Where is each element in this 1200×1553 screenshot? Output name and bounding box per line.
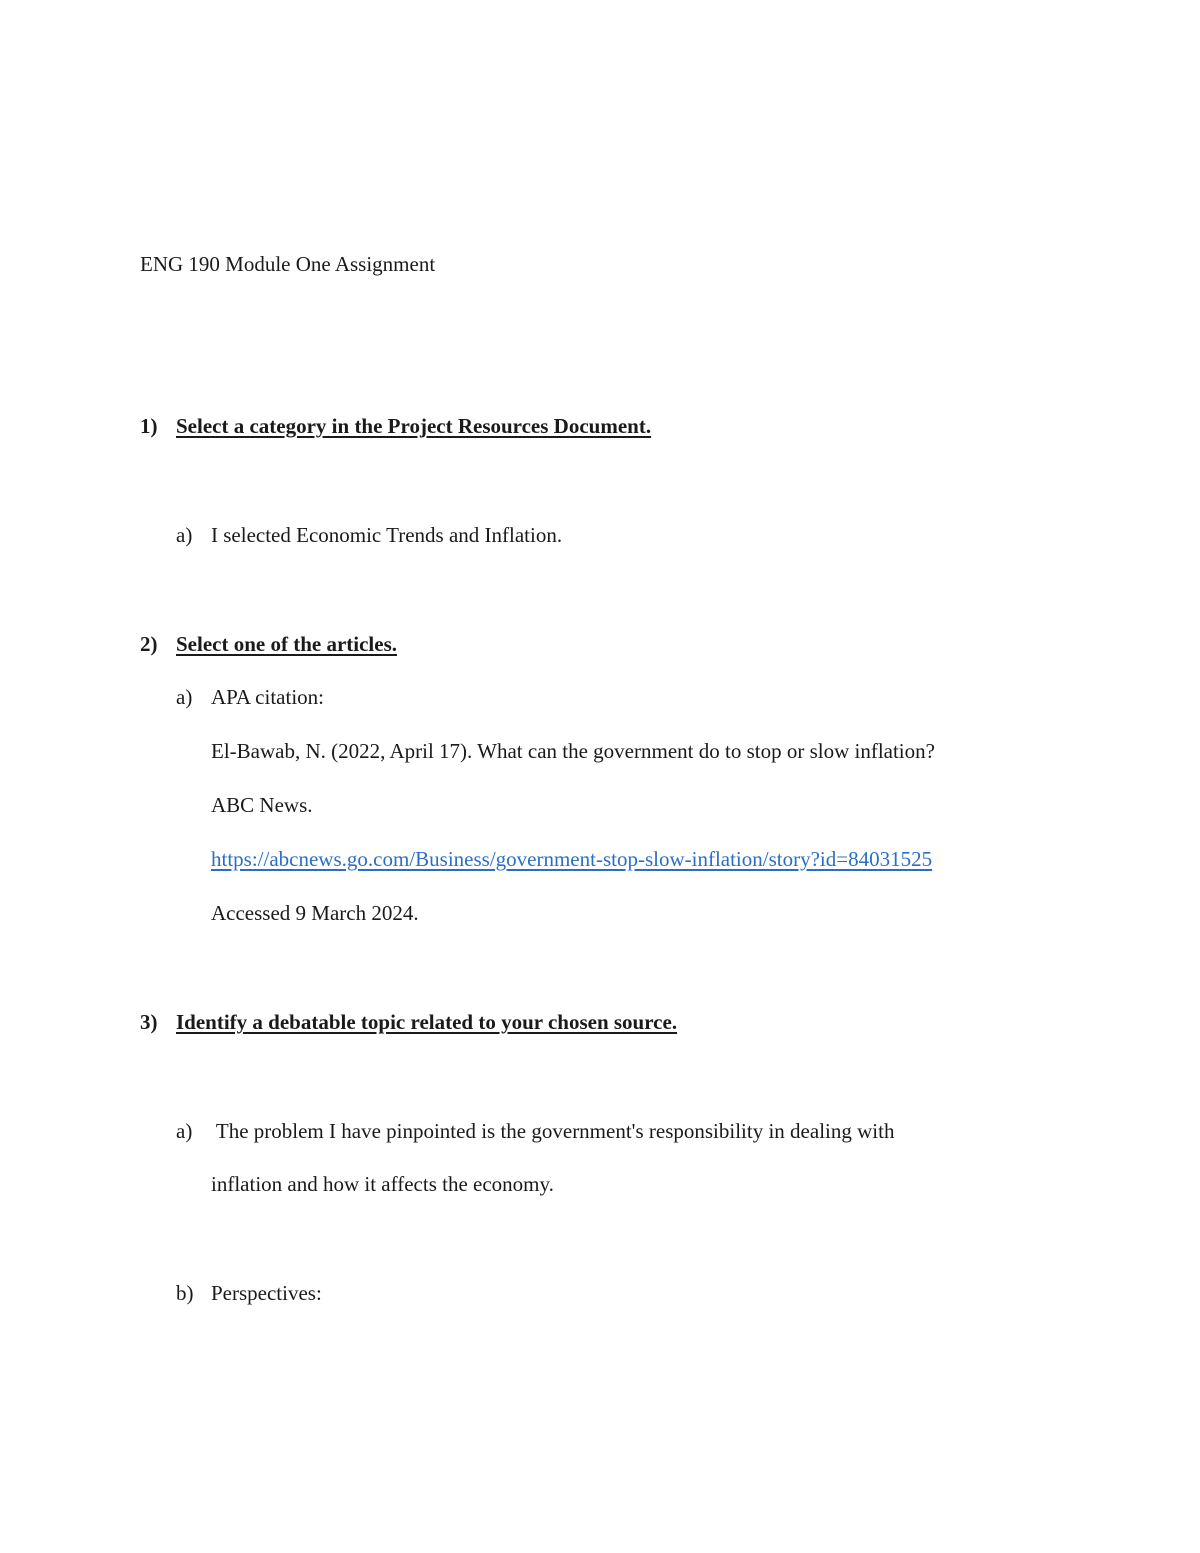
document-title: ENG 190 Module One Assignment (140, 252, 436, 276)
section-3-item-a-line-2: inflation and how it affects the economy. (211, 1172, 554, 1196)
section-2-question: Select one of the articles. (176, 632, 398, 656)
section-1-item-a-text: I selected Economic Trends and Inflation. (211, 523, 563, 547)
section-2-item-a-marker: a) (176, 685, 193, 709)
apa-citation-label: APA citation: (211, 685, 324, 709)
section-3-item-a-line-1: The problem I have pinpointed is the government's responsibility in dealing with (211, 1119, 895, 1143)
section-1-item-a-marker: a) (176, 523, 193, 547)
perspectives-label: Perspectives: (211, 1281, 322, 1305)
section-1-question: Select a category in the Project Resources Document. (176, 414, 652, 438)
section-3-item-b-marker: b) (176, 1281, 194, 1305)
citation-url-link[interactable]: https://abcnews.go.com/Business/government-stop-slow-inflation/story?id=84031525 (211, 847, 933, 871)
section-3-number: 3) (140, 1010, 158, 1034)
citation-reference: El-Bawab, N. (2022, April 17). What can the government do to stop or slow inflation? (211, 739, 935, 763)
citation-publisher: ABC News. (211, 793, 313, 817)
section-3-item-a-marker: a) (176, 1119, 193, 1143)
citation-accessed-date: Accessed 9 March 2024. (211, 901, 419, 925)
section-3-question: Identify a debatable topic related to your chosen source. (176, 1010, 678, 1034)
section-1-number: 1) (140, 414, 158, 438)
section-2-number: 2) (140, 632, 158, 656)
